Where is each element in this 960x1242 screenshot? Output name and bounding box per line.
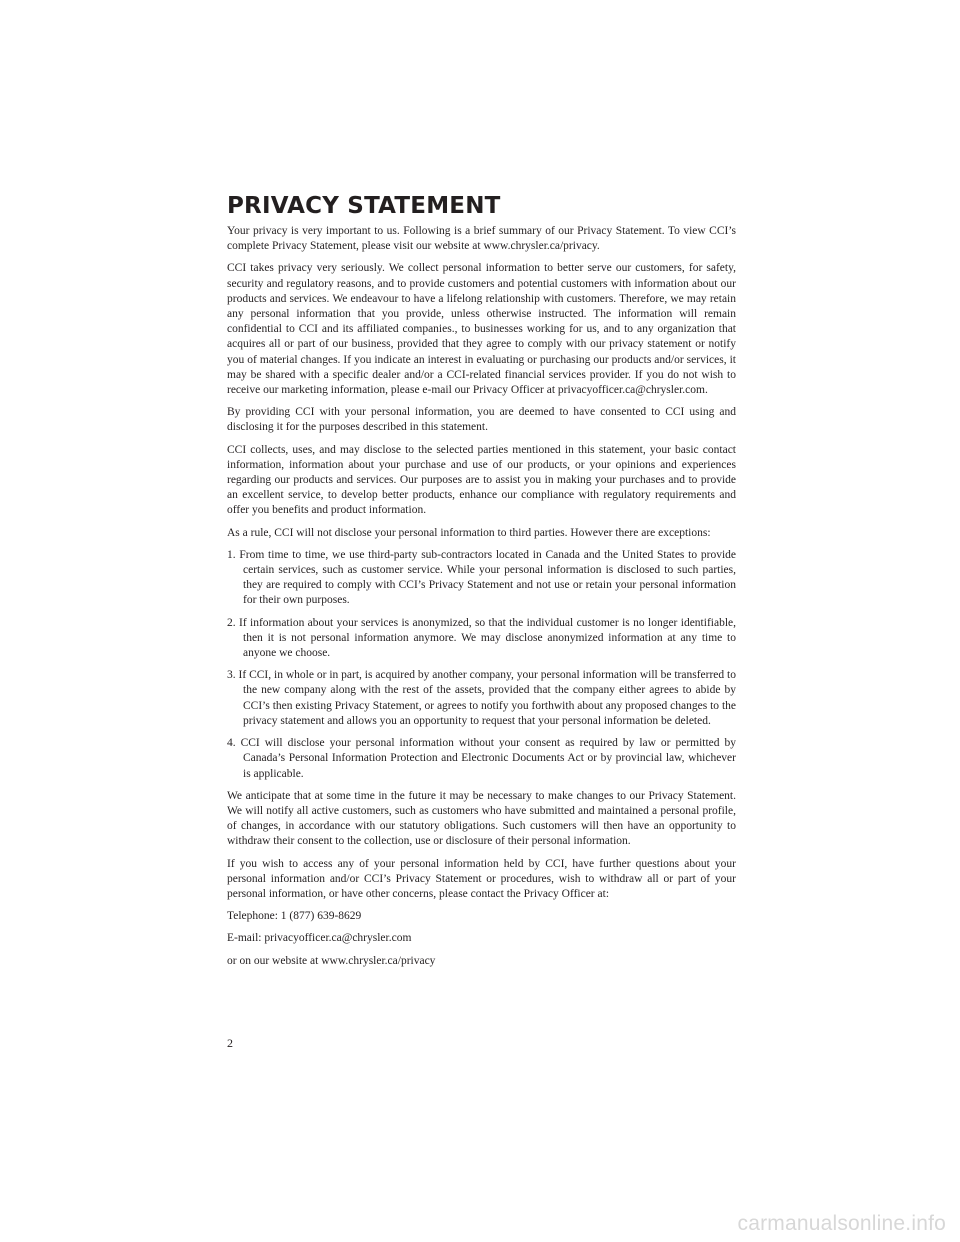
paragraph-disclosure-rule: As a rule, CCI will not disclose your personal information to third parties. However there are exceptions:: [227, 526, 711, 539]
watermark-text: carmanualsonline.info: [737, 1212, 946, 1235]
paragraph-data-collection: CCI takes privacy very seriously. We collect personal information to better serve our customers, for safety, security and regulatory reasons, and to provide customers and potential customers with information about our products and services. We endeavour to have a lifelong relationship with customers. Therefore, we may retain any personal information that you provide, unless otherwise instructed. The information will remain confidential to CCI and its affiliated companies., to businesses working for us, and to any organization that acquires all or part of our business, provided that they agree to comply with our privacy statement or notify you of material changes. If you indicate an interest in evaluating or purchasing our products and/or services, it may be shared with a specific dealer and/or a CCI-related financial services provider. If you do not wish to receive our marketing information, please e-mail our Privacy Officer at privacyofficer.ca@chrysler.com.: [227, 262, 736, 397]
exception-item-4: 4. CCI will disclose your personal information without your consent as required by law or permitted by Canada’s Personal Information Protection and Electronic Documents Act or by provincial law, whichever is applicable.: [227, 737, 736, 780]
paragraph-changes: We anticipate that at some time in the future it may be necessary to make changes to our Privacy Statement. We will notify all active customers, such as customers who have submitted and maintained a personal profile, of changes, in accordance with our statutory obligations. Such customers will then have an opportunity to withdraw their consent to the collection, use or disclosure of their personal information.: [227, 789, 736, 848]
privacy-statement-body: [227, 224, 736, 976]
paragraph-uses: CCI collects, uses, and may disclose to the selected parties mentioned in this statement, your basic contact information, information about your purchase and use of our products, or your opinions and experiences regarding our products and services. Our purposes are to assist you in making your purchases and to provide an excellent service, to develop better products, enhance our compliance with regulatory requirements and offer you benefits and product information.: [227, 443, 736, 517]
page-title: PRIVACY STATEMENT: [227, 193, 501, 219]
contact-website: or on our website at www.chrysler.ca/privacy: [227, 954, 436, 967]
page-number: 2: [227, 1036, 233, 1050]
paragraph-access: If you wish to access any of your personal information held by CCI, have further questions about your personal information and/or CCI’s Privacy Statement or procedures, wish to withdraw all or part of your personal information, or have other concerns, please contact the Privacy Officer at:: [227, 857, 736, 900]
exception-item-3: 3. If CCI, in whole or in part, is acquired by another company, your personal information will be transferred to the new company along with the rest of the assets, provided that the company either agrees to abide by CCI’s then existing Privacy Statement, or agrees to notify you forthwith about any proposed changes to the privacy statement and allows you an opportunity to request that your personal information be deleted.: [227, 669, 736, 727]
contact-telephone: Telephone: 1 (877) 639-8629: [227, 910, 362, 923]
paragraph-consent: By providing CCI with your personal information, you are deemed to have consented to CCI using and disclosing it for the purposes described in this statement.: [227, 406, 736, 434]
exception-item-1: 1. From time to time, we use third-party sub-contractors located in Canada and the United States to provide certain services, such as customer service. While your personal information is disclosed to such parties, they are required to comply with CCI’s Privacy Statement and not use or retain your personal information for their own purposes.: [227, 548, 736, 607]
exception-item-2: 2. If information about your services is anonymized, so that the individual customer is no longer identifiable, then it is not personal information anymore. We may disclose anonymized information at any time to anyone we choose.: [227, 616, 736, 660]
exceptions-list: [227, 548, 736, 782]
contact-email: E-mail: privacyofficer.ca@chrysler.com: [227, 932, 412, 945]
intro-paragraph: Your privacy is very important to us. Following is a brief summary of our Privacy Statement. To view CCI’s complete Privacy Statement, please visit our website at www.chrysler.ca/privacy.: [227, 225, 736, 253]
